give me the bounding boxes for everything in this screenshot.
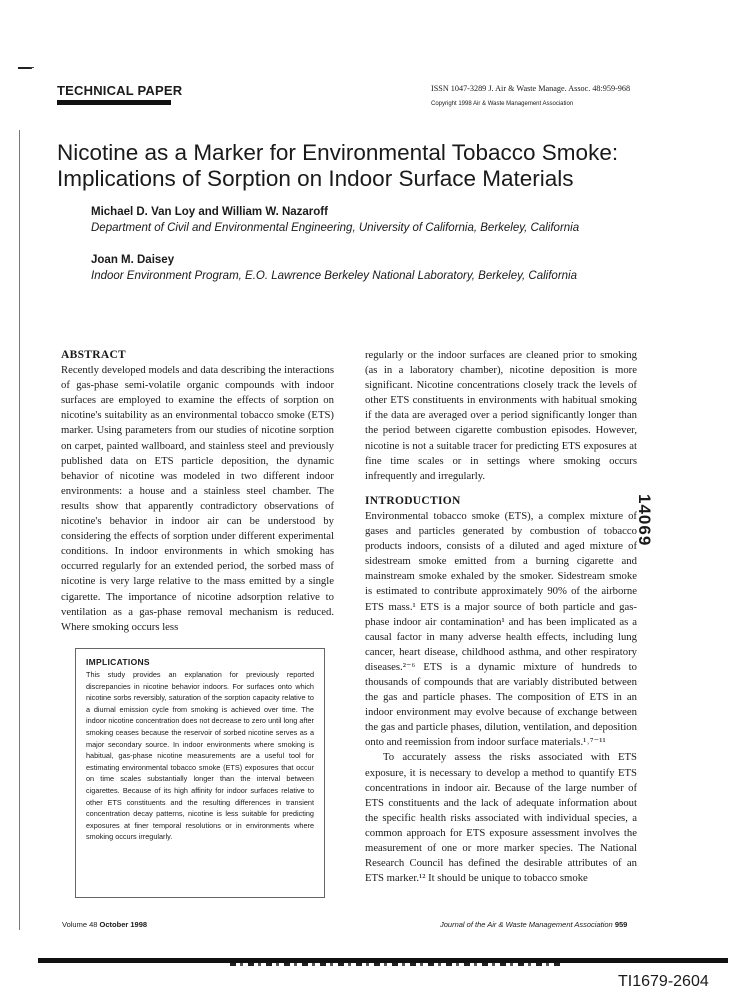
- scan-mark-small: [30, 67, 34, 68]
- issn-line: ISSN 1047-3289 J. Air & Waste Manage. Assoc. 48:959-968: [431, 84, 631, 93]
- footer-journal: [440, 920, 627, 929]
- implications-heading: IMPLICATIONS: [86, 657, 150, 667]
- implications-text: This study provides an explanation for previously reported discrepancies in nicotine behavior indoors. For surfaces onto which nicotine sorbs reversibly, saturation of the sorption capacity relative to a diurnal emission cycle from smoking is achieved over time. The indoor nicotine concentration does not decrease to zero until long after smoking ceases because the reservoir of sorbed nicotine serves as a major secondary source. In indoor environments where smoking is habitual, gas-phase nicotine measurements are a useful tool for estimating environmental tobacco smoke (ETS) exposures that occur on time scales substantially longer than the interval between cigarettes. Because of its high affinity for indoor surfaces relative to other ETS constituents and the resulting differences in transient concentration decay patterns, nicotine is less suitable for predicting exposures at finer temporal resolutions or in environments where smoking occurs irregularly.: [86, 670, 314, 842]
- copyright-line: Copyright 1998 Air & Waste Management Association: [431, 101, 574, 107]
- paper-type-label: TECHNICAL PAPER: [57, 83, 183, 98]
- abstract-section: [61, 348, 334, 635]
- footer-volume-number: Volume 48: [62, 920, 98, 929]
- author-affiliation-2: Indoor Environment Program, E.O. Lawrence Berkeley National Laboratory, Berkeley, California: [91, 270, 577, 282]
- abstract-continued: regularly or the indoor surfaces are cleaned prior to smoking (as in a laboratory chamber), nicotine deposition is more significant. Nicotine concentrations closely track the levels of other ETS constituents in environments with habitual smoking if the data are averaged over a period significantly longer than the period between cigarette combustion episodes. However, nicotine is not a suitable tracer for predicting ETS exposures at fine time scales or in settings where smoking occurs infrequently and irregularly.: [365, 349, 637, 482]
- scan-noise: [230, 963, 560, 966]
- footer-date: October 1998: [99, 920, 148, 929]
- introduction-heading: INTRODUCTION: [365, 494, 461, 507]
- title-line-2: Implications of Sorption on Indoor Surface Materials: [57, 166, 574, 191]
- implications-box: [75, 648, 325, 898]
- paper-title: [57, 140, 677, 192]
- author-names-1: Michael D. Van Loy and William W. Nazaroff: [91, 206, 328, 218]
- footer-page-number: 959: [614, 920, 628, 929]
- abstract-text: Recently developed models and data describing the interactions of gas-phase semi-volatile organic compounds with indoor surfaces are employed to examine the effects of sorption on nicotine's suitability as an environmental tobacco smoke (ETS) marker. Using parameters from our studies of nicotine sorption on carpet, painted wallboard, and stainless steel and previously published data on ETS particle deposition, the dynamic behavior of nicotine was modeled in two different indoor environments: a house and a stainless steel chamber. The results show that apparently contradictory observations of nicotine's behavior in indoor air can be understood by considering the effects of sorption under different experimental conditions. In indoor environments in which smoking has occurred regularly for an extended period, the sorbed mass of nicotine is very large relative to the mass emitted by a single cigarette. The importance of nicotine adsorption relative to ventilation as a gas-phase removal mechanism is reduced. Where smoking occurs less: [61, 364, 334, 633]
- author-affiliation-1: Department of Civil and Environmental Engineering, University of California, Berkeley, California: [91, 222, 580, 234]
- introduction-paragraph-2: To accurately assess the risks associated with ETS exposure, it is necessary to develop a method to quantify ETS concentrations in indoor air. Because of the large number of ETS constituents and the lack of adequate information about the specific health risks associated with individual species, a common approach for ETS exposure assessment involves the measurement of one or more marker species. The National Research Council has defined the desirable attributes of an ETS marker.¹² It should be unique to tobacco smoke: [365, 751, 637, 885]
- abstract-heading: ABSTRACT: [61, 349, 127, 361]
- archive-stamp-number: 14069: [635, 494, 654, 547]
- scan-edge-line: [19, 130, 20, 930]
- right-column: [365, 348, 637, 886]
- author-names-2: Joan M. Daisey: [91, 254, 175, 266]
- header-rule: [57, 100, 171, 105]
- title-line-1: Nicotine as a Marker for Environmental Tobacco Smoke:: [57, 140, 619, 165]
- footer-volume: [62, 920, 147, 929]
- introduction-paragraph-1: Environmental tobacco smoke (ETS), a complex mixture of gases and particles generated by combustion of tobacco products indoors, consists of a diluted and aged mixture of sidestream smoke emitted from a burning cigarette and mainstream smoke exhaled by the smoker. Sidestream smoke is estimated to contribute approximately 90% of the airborne ETS mass.¹ ETS is a major source of both particle and gas-phase indoor air contamination¹ and has been implicated as a causal factor in many adverse health effects, including lung cancer, heart disease, childhood asthma, and other respiratory diseases.²⁻⁶ ETS is a dynamic mixture of hundreds to thousands of compounds that are variably distributed between the gas and particle phases. The composition of ETS in an indoor environment may evolve because of exchange between the gas and particle phases, dilution, ventilation, and deposition onto and reemission from indoor surface materials.¹˒⁷⁻¹¹: [365, 509, 637, 749]
- document-id: TI1679-2604: [618, 973, 709, 990]
- footer-journal-name: Journal of the Air & Waste Management Association: [440, 920, 613, 929]
